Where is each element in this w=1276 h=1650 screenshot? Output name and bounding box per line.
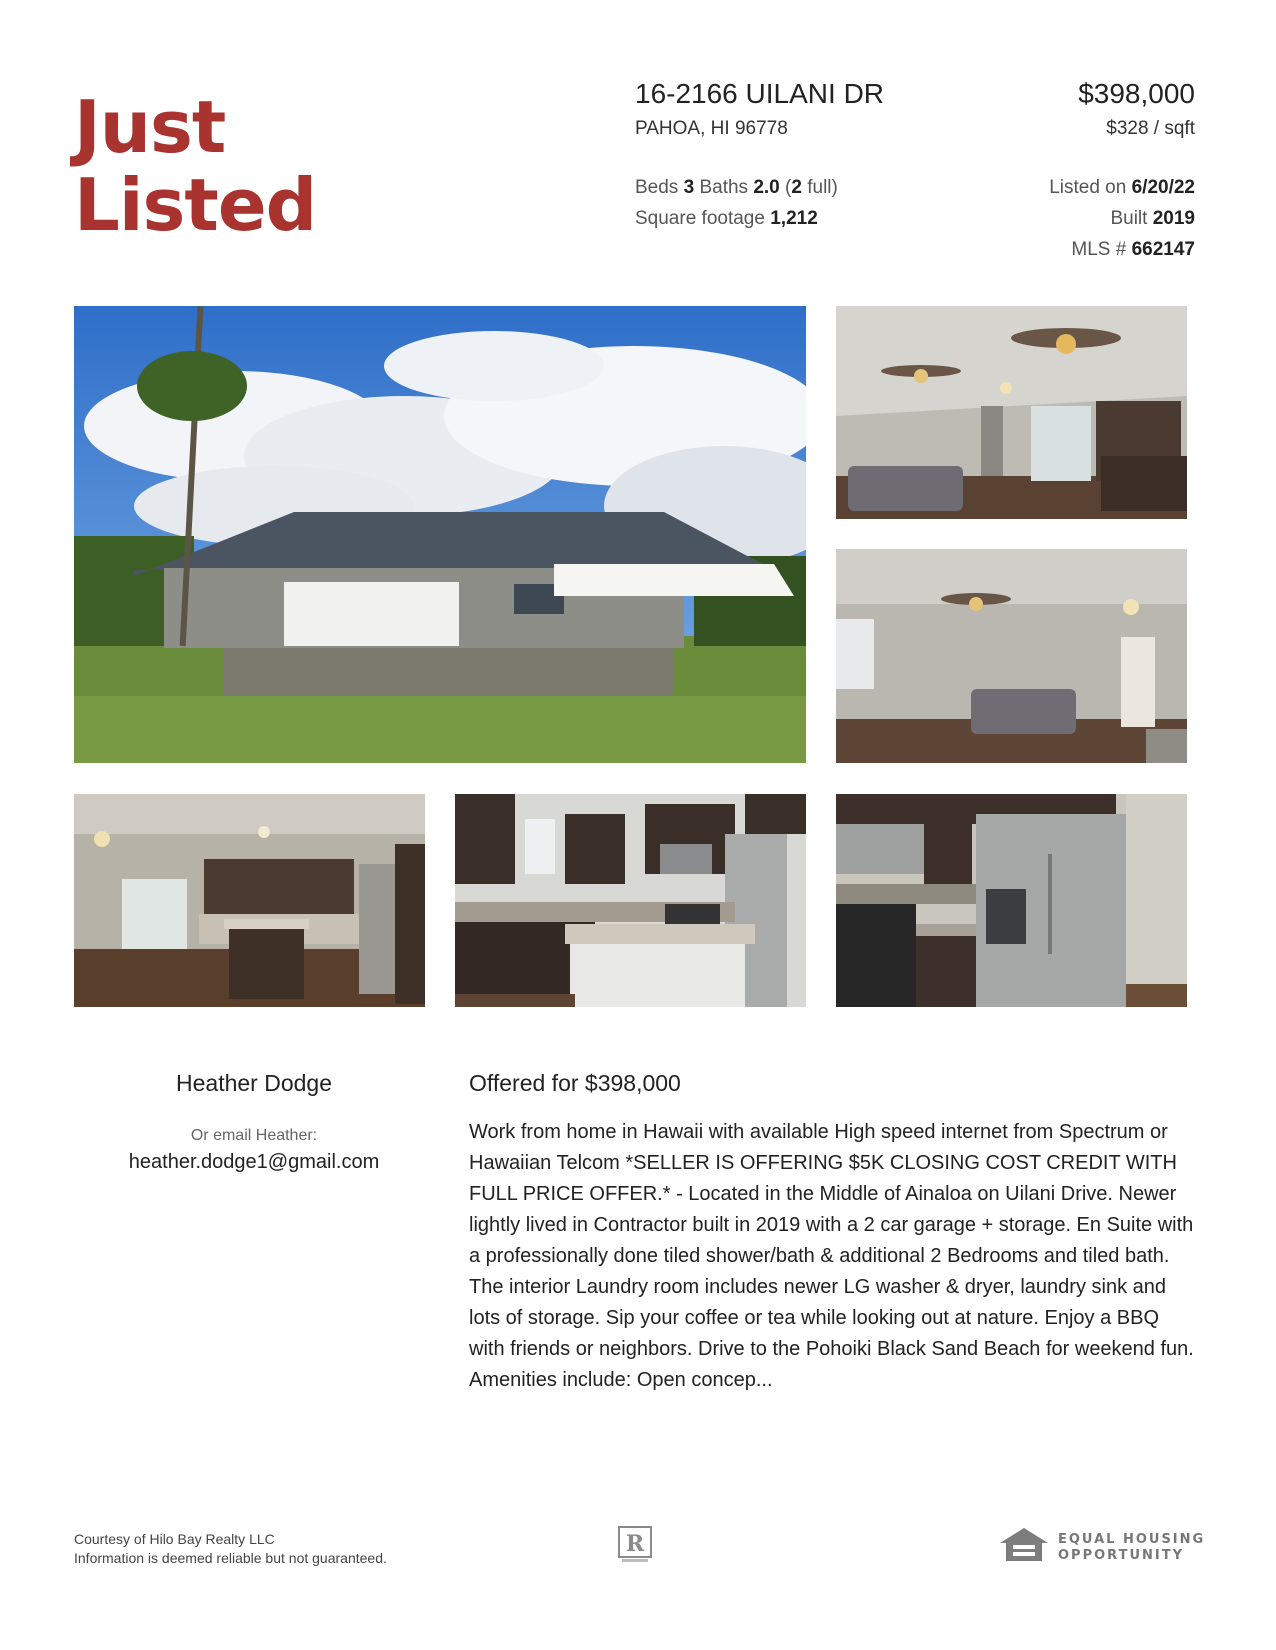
photo-living-room bbox=[836, 306, 1187, 519]
listing-meta bbox=[1049, 172, 1195, 265]
beds-value: 3 bbox=[683, 177, 695, 198]
baths-full-value: 2 bbox=[791, 177, 802, 198]
equal-housing-text bbox=[1058, 1532, 1205, 1564]
built-year: 2019 bbox=[1152, 208, 1195, 229]
disclaimer-text: Information is deemed reliable but not guaranteed. bbox=[74, 1550, 387, 1566]
offer-description: Work from home in Hawaii with available High speed internet from Spectrum or Hawaiian Telcom *SELLER IS OFFERING $5K CLOSING COST CREDIT WITH FULL PRICE OFFER.* - Located in the Middle of Ainaloa on Uilani Drive. Newer lightly lived in Contractor built in 2019 with a 2 car garage + storage. En Suite with a professionally done tiled shower/bath & additional 2 Bedrooms and tiled bath. The interior Laundry room includes newer LG washer & dryer, laundry sink and lots of storage. Sip your coffee or tea while looking out at nature. Enjoy a BBQ with friends or neighbors. Drive to the Pohoiki Black Sand Beach for weekend fun. Amenities include: Open concep... bbox=[469, 1121, 1194, 1391]
offer-title: Offered for $398,000 bbox=[469, 1070, 681, 1096]
listed-line bbox=[1049, 172, 1195, 203]
agent-contact bbox=[74, 1070, 434, 1174]
photo-kitchen-overview bbox=[74, 794, 425, 1007]
beds-baths-line: Beds 3 Baths 2.0 (2 full) bbox=[635, 177, 838, 198]
photo-refrigerator bbox=[836, 794, 1187, 1007]
headline-line2: Listed bbox=[74, 163, 317, 247]
realtor-logo-icon bbox=[618, 1526, 652, 1564]
mls-label: MLS # bbox=[1071, 239, 1127, 260]
baths-label: Baths bbox=[699, 177, 749, 198]
footer-disclaimer bbox=[74, 1530, 387, 1568]
listed-date: 6/20/22 bbox=[1131, 177, 1195, 198]
sqft-value: 1,212 bbox=[770, 208, 818, 229]
mls-number: 662147 bbox=[1131, 239, 1195, 260]
agent-email-label: Or email Heather: bbox=[190, 1127, 318, 1144]
beds-label: Beds bbox=[635, 177, 679, 198]
baths-value: 2.0 bbox=[753, 177, 780, 198]
property-address: 16-2166 UILANI DR bbox=[635, 78, 885, 109]
photo-great-room bbox=[836, 549, 1187, 763]
baths-full-suffix: full) bbox=[807, 177, 838, 198]
sqft-label: Square footage bbox=[635, 208, 765, 229]
eho-line2: OPPORTUNITY bbox=[1058, 1548, 1185, 1563]
listed-label: Listed on bbox=[1049, 177, 1127, 198]
property-price: $398,000 bbox=[1078, 78, 1195, 109]
price-per-sqft: $328 / sqft bbox=[1106, 118, 1195, 139]
agent-name: Heather Dodge bbox=[176, 1070, 332, 1096]
mls-line bbox=[1049, 234, 1195, 265]
svg-text:R: R bbox=[625, 1531, 645, 1557]
built-label: Built bbox=[1110, 208, 1148, 229]
built-line bbox=[1049, 203, 1195, 234]
sqft-line bbox=[635, 203, 838, 234]
property-facts bbox=[635, 172, 838, 234]
photo-exterior bbox=[74, 306, 806, 763]
courtesy-text: Courtesy of Hilo Bay Realty LLC bbox=[74, 1531, 275, 1547]
offer-section bbox=[469, 1070, 1199, 1396]
just-listed-headline bbox=[74, 85, 317, 247]
headline-line1: Just bbox=[74, 85, 226, 169]
eho-line1: EQUAL HOUSING bbox=[1058, 1532, 1206, 1547]
agent-email-link[interactable]: heather.dodge1@gmail.com bbox=[128, 1151, 380, 1173]
photo-kitchen-island bbox=[455, 794, 806, 1007]
property-city: PAHOA, HI 96778 bbox=[635, 118, 788, 139]
